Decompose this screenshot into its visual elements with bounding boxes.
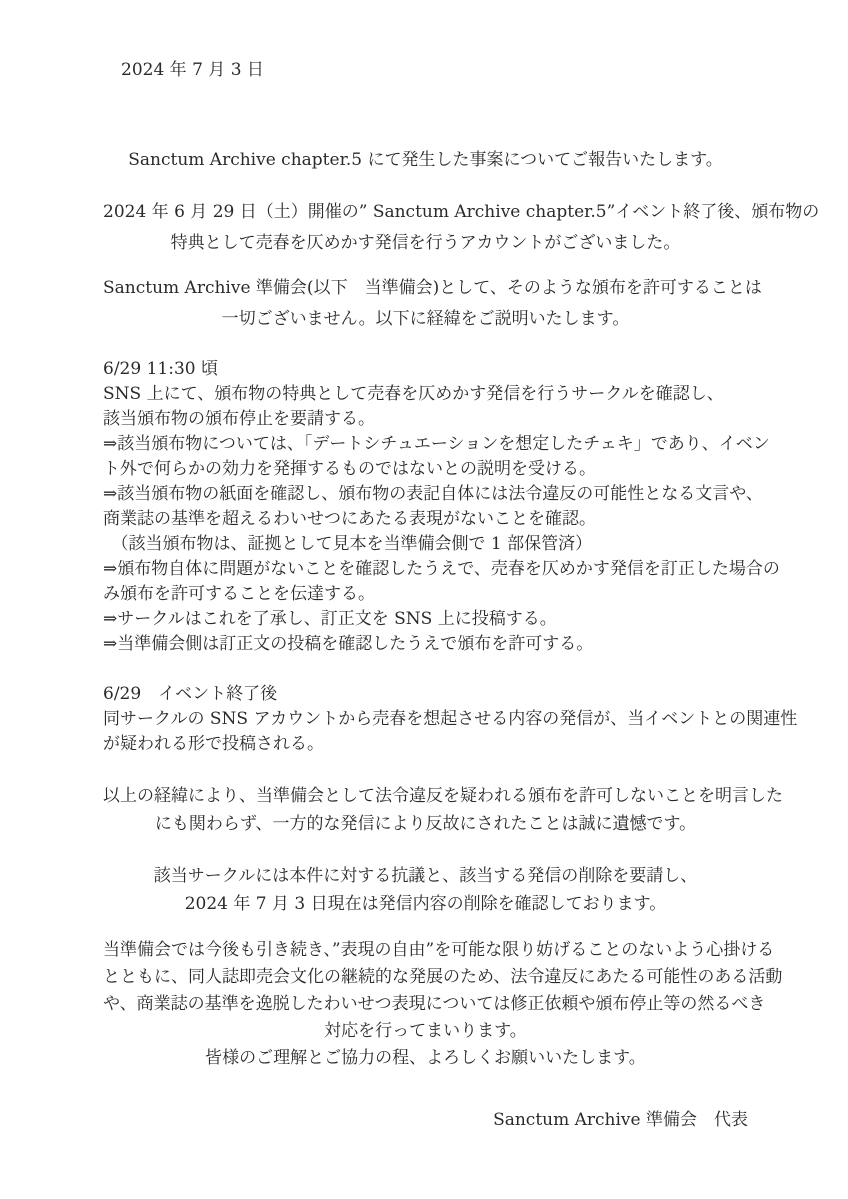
text-line: にも関わらず、一方的な発信により反故にされたことは誠に遺憾です。	[154, 814, 697, 834]
text-line: 同サークルの SNS アカウントから売春を想起させる内容の発信が、当イベントとの関連性	[103, 709, 798, 729]
report-intro	[103, 147, 748, 173]
incident-summary	[103, 197, 820, 259]
text-line: SNS 上にて、頒布物の特典として売春を仄めかす発信を行うサークルを確認し、	[103, 384, 724, 404]
text-line: とともに、同人誌即売会文化の継続的な発展のため、法令違反にあたる可能性のある活動	[103, 967, 783, 987]
timeline-morning	[103, 357, 780, 657]
text-line: 該当頒布物の頒布停止を要請する。	[103, 409, 375, 429]
timeline-timestamp: 6/29 イベント終了後	[103, 684, 278, 704]
text-line: ⇒頒布物自体に問題がないことを確認したうえで、売春を仄めかす発信を訂正した場合の	[103, 559, 780, 579]
text-line: 商業誌の基準を超えるわいせつにあたる表現がないことを確認。	[103, 509, 596, 529]
text-line: Sanctum Archive 準備会(以下 当準備会)として、そのような頒布を許可することは	[103, 278, 762, 298]
signature-line: Sanctum Archive 準備会 代表	[493, 1110, 748, 1130]
text-line: ト外で何らかの効力を発揮するものではないとの説明を受ける。	[103, 459, 596, 479]
text-line: 2024 年 7 月 3 日	[121, 60, 264, 80]
signature	[103, 1107, 748, 1133]
text-line: ⇒当準備会側は訂正文の投稿を確認したうえで頒布を許可する。	[103, 634, 594, 654]
document-date	[103, 57, 748, 83]
text-line: 一切ございません。以下に経緯をご説明いたします。	[221, 309, 630, 329]
text-line: 2024 年 6 月 29 日（土）開催の” Sanctum Archive chapter.5”イベント終了後、頒布物の	[103, 202, 820, 222]
timeline-timestamp: 6/29 11:30 頃	[103, 359, 218, 379]
text-line: 該当サークルには本件に対する抗議と、該当する発信の削除を要請し、	[153, 866, 698, 886]
text-line: が疑われる形で投稿される。	[103, 734, 324, 754]
position-statement	[103, 273, 762, 335]
text-line: 2024 年 7 月 3 日現在は発信内容の削除を確認しております。	[184, 894, 667, 914]
text-line: 皆様のご理解とご協力の程、よろしくお願いいたします。	[205, 1048, 646, 1068]
text-line: 特典として売春を仄めかす発信を行うアカウントがございました。	[170, 233, 681, 253]
text-line: 対応を行ってまいります。	[324, 1021, 527, 1041]
text-line: 当準備会では今後も引き続き、”表現の自由”を可能な限り妨げることのないよう心掛ける	[103, 940, 775, 960]
text-line: や、商業誌の基準を逸脱したわいせつ表現については修正依頼や頒布停止等の然るべき	[103, 994, 766, 1014]
protest-and-deletion	[103, 862, 748, 918]
regret-statement	[103, 782, 783, 838]
text-line: 以上の経緯により、当準備会として法令違反を疑われる頒布を許可しないことを明言した	[103, 786, 783, 806]
text-line: ⇒該当頒布物の紙面を確認し、頒布物の表記自体には法令違反の可能性となる文言や、	[103, 484, 763, 504]
text-line: （該当頒布物は、証拠として見本を当準備会側で 1 部保管済）	[103, 534, 593, 554]
timeline-after-event	[103, 682, 798, 757]
text-line: ⇒サークルはこれを了承し、訂正文を SNS 上に投稿する。	[103, 609, 557, 629]
future-policy	[103, 937, 783, 1072]
text-line: み頒布を許可することを伝達する。	[103, 584, 375, 604]
text-line: ⇒該当頒布物については、「デートシチュエーションを想定したチェキ」であり、イベン	[103, 434, 770, 454]
text-line: Sanctum Archive chapter.5 にて発生した事案についてご報告いたします。	[128, 150, 723, 170]
